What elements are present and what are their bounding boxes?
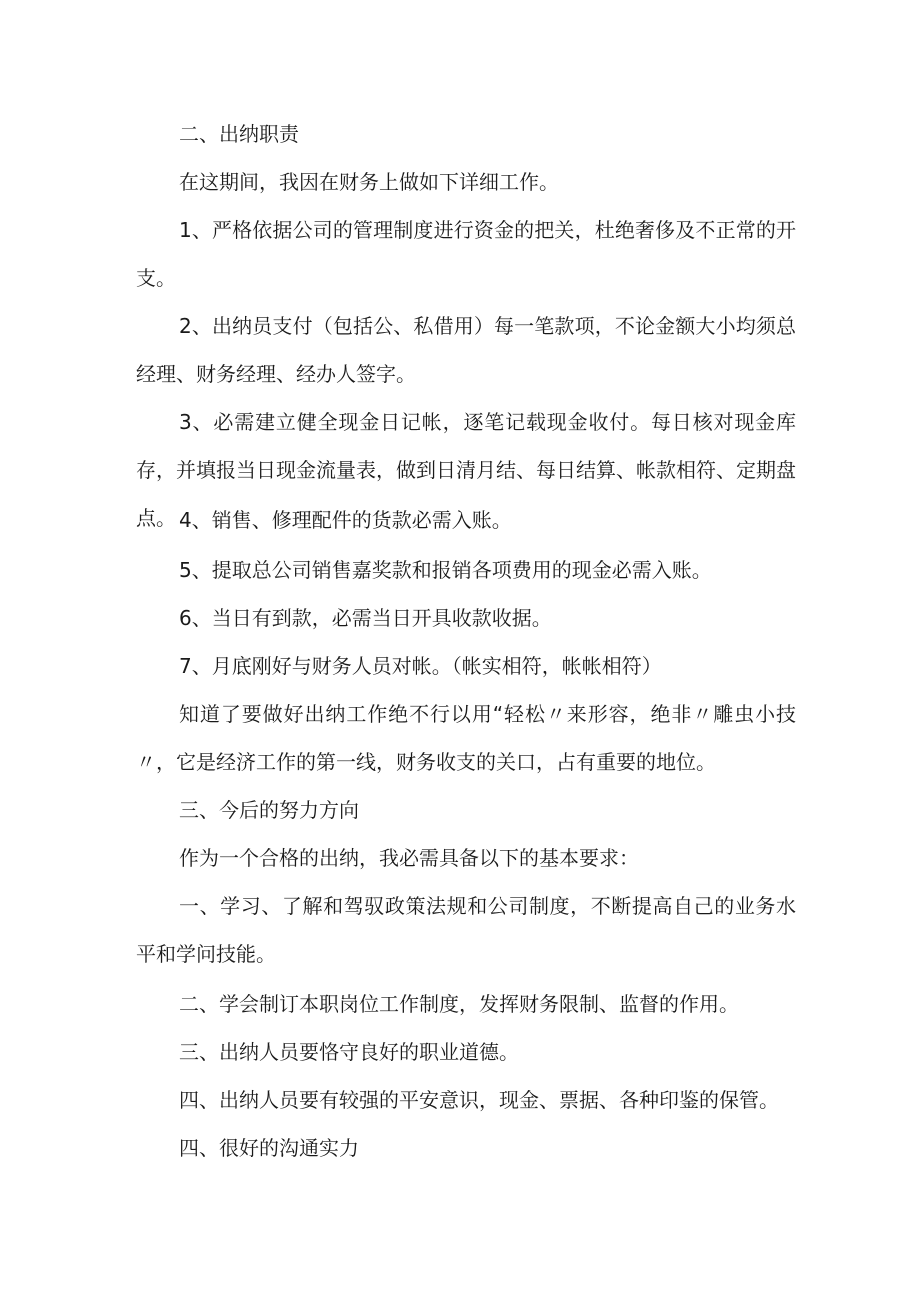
paragraph-summary: 知道了要做好出纳工作绝不行以用“轻松〃来形容，绝非〃雕虫小技〃，它是经济工作的第一线，财务收支的关口，占有重要的地位。 [136, 702, 796, 774]
paragraph-item-4: 4、销售、修理配件的货款必需入账。 [179, 508, 512, 532]
paragraph-item-1: 1、严格依据公司的管理制度进行资金的把关，杜绝奢侈及不正常的开支。 [136, 218, 796, 290]
paragraph-intro: 在这期间，我因在财务上做如下详细工作。 [179, 170, 559, 194]
paragraph-item-2: 2、出纳员支付（包括公、私借用）每一笔款项，不论金额大小均须总经理、财务经理、经办人签字。 [136, 314, 796, 386]
paragraph-section-3-heading: 三、今后的努力方向 [179, 798, 359, 822]
paragraph-requirement-4: 四、出纳人员要有较强的平安意识，现金、票据、各种印鉴的保管。 [179, 1088, 779, 1112]
paragraph-requirements-intro: 作为一个合格的出纳，我必需具备以下的基本要求： [179, 846, 639, 870]
paragraph-item-7: 7、月底刚好与财务人员对帐。（帐实相符，帐帐相符） [179, 654, 662, 678]
paragraph-requirement-3: 三、出纳人员要恪守良好的职业道德。 [179, 1040, 519, 1064]
paragraph-requirement-5: 四、很好的沟通实力 [179, 1136, 359, 1160]
paragraph-section-2-heading: 二、出纳职责 [179, 122, 299, 146]
paragraph-item-6: 6、当日有到款，必需当日开具收款收据。 [179, 606, 552, 630]
paragraph-requirement-2: 二、学会制订本职岗位工作制度，发挥财务限制、监督的作用。 [179, 992, 739, 1016]
paragraph-item-5: 5、提取总公司销售嘉奖款和报销各项费用的现金必需入账。 [179, 558, 712, 582]
paragraph-item-3: 3、必需建立健全现金日记帐，逐笔记载现金收付。每日核对现金库存，并填报当日现金流量表，做到日清月结、每日结算、帐款相符、定期盘点。 [136, 410, 796, 530]
paragraph-requirement-1: 一、学习、了解和驾驭政策法规和公司制度，不断提高自己的业务水平和学问技能。 [136, 894, 796, 966]
